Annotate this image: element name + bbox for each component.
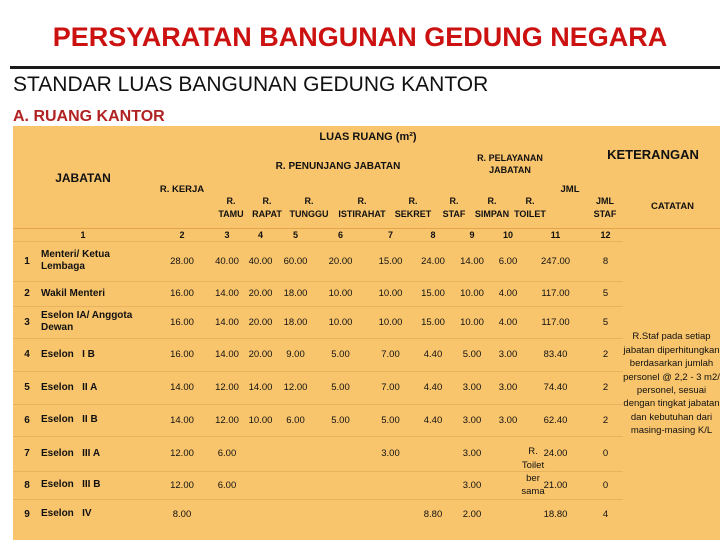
value-cell: 2 [602,349,609,360]
sub-header-text: SIMPAN [474,209,510,220]
jabatan-cell [13,241,153,281]
standards-table [13,126,720,540]
value-cell: 62.40 [543,414,568,426]
value-cell: 12.00 [170,479,194,491]
toilet-note [509,436,557,508]
value-cell: 16.00 [170,316,194,328]
value-cell: 2 [602,382,609,393]
value-cell: 7.00 [381,382,400,393]
value-cell: 7.00 [381,349,400,360]
value-cell: 5.00 [331,382,350,393]
r-penunjang-header: R. PENUNJANG JABATAN [275,161,401,173]
toilet-note-line: R. [528,446,538,458]
value-cell: 5 [602,316,609,328]
value-cell: 3.00 [462,448,482,459]
value-cell: 10.00 [328,316,353,328]
value-cell: 4.40 [423,349,443,360]
value-cell: 18.00 [283,288,308,299]
value-cell: 12.00 [215,414,239,426]
row-number: 4 [24,349,30,360]
jabatan-name: Eselon II B [41,414,98,425]
row-number: 8 [24,479,30,491]
sub-header-text: R. [408,196,418,206]
column-number: 3 [224,230,230,241]
value-cell: 0 [602,448,609,459]
value-cell: 5.00 [331,414,350,426]
column-number: 6 [337,230,343,241]
column-number: 4 [257,230,263,241]
value-cell: 10.00 [460,288,484,299]
jml-staf-line2: STAF [593,209,617,220]
value-cell: 5.00 [331,349,350,360]
sub-header-text: ISTIRAHAT [338,209,386,220]
jabatan-cell [13,404,153,436]
column-number: 5 [292,230,298,241]
page-title: PERSYARATAN BANGUNAN GEDUNG NEGARA [52,22,668,52]
value-cell: 83.40 [543,349,568,360]
value-cell: 247.00 [540,255,571,267]
jabatan-name: Eselon IV [41,508,92,519]
jml-staf-header [586,195,624,221]
value-cell: 3.00 [462,382,482,393]
value-cell: 16.00 [170,288,194,299]
jml-staf-line1: JML [596,196,614,206]
value-cell: 6.00 [498,255,518,267]
value-cell: 15.00 [378,255,403,267]
value-cell: 14.00 [170,382,194,393]
value-cell: 6.00 [217,448,237,459]
jabatan-cell [13,371,153,404]
jabatan-name: Eselon III B [41,479,101,490]
column-number: 7 [387,230,393,241]
section-title: A. RUANG KANTOR [13,108,165,125]
row-number: 6 [24,414,30,426]
row-number: 2 [24,288,30,299]
value-cell: 12.00 [215,382,239,393]
row-number: 7 [24,448,30,459]
value-cell: 21.00 [543,479,568,491]
r-pelayanan-line1: R. PELAYANAN [477,153,543,163]
sub-header-text: R. [525,196,535,206]
value-cell: 10.00 [328,288,353,299]
value-cell: 8.00 [172,508,192,520]
value-cell: 3.00 [462,479,482,491]
value-cell: 9.00 [286,349,305,360]
value-cell: 6.00 [286,414,305,426]
sub-header-text: R. [262,196,272,206]
row-number: 3 [24,316,30,328]
value-cell: 10.00 [378,288,403,299]
value-cell: 3.00 [381,448,400,459]
sub-header-text: TUNGGU [289,209,329,220]
sub-header-simpan [473,195,511,221]
jabatan-cell [13,338,153,371]
value-cell: 4.40 [423,414,443,426]
sub-header-text: R. [304,196,314,206]
row-number: 1 [24,255,30,267]
value-cell: 4.00 [498,316,518,328]
column-number: 9 [469,230,475,241]
jabatan-name: Eselon III A [41,447,101,459]
luas-ruang-header: LUAS RUANG (m²) [319,130,417,143]
jabatan-name: Menteri/ Ketua Lembaga [41,249,113,272]
toilet-note-line: Toilet [521,459,545,471]
catatan-note: R.Staf pada setiap jabatan diperhitungkan berdasarkan jumlah personel @ 2,2 - 3 m2/ personel, sesuai dengan tingkat jabatan dan kebutuhan dari masing-masing K/L [623,331,720,437]
value-cell: 20.00 [328,255,353,267]
toilet-note-line: sama [521,486,545,498]
jabatan-cell [13,306,153,338]
column-number: 12 [600,230,611,241]
column-number: 2 [179,230,185,241]
value-cell: 74.40 [543,382,568,393]
sub-header-tamu [213,195,249,221]
value-cell: 20.00 [248,288,273,299]
column-number: 8 [430,230,436,241]
value-cell: 14.00 [215,316,239,328]
sub-header-staf [435,195,473,221]
jabatan-cell [13,471,153,499]
value-cell: 24.00 [421,255,445,267]
value-cell: 15.00 [421,288,445,299]
value-cell: 2.00 [462,508,482,520]
value-cell: 4 [602,508,609,520]
value-cell: 3.00 [498,382,518,393]
column-number: 1 [80,230,86,241]
r-kerja-header: R. KERJA [159,183,205,195]
value-cell: 117.00 [541,288,570,299]
sub-header-text: R. [357,196,367,206]
value-cell: 3.00 [498,414,518,426]
jabatan-name: Eselon IA/ Anggota Dewan [41,310,136,333]
value-cell: 14.00 [248,382,273,393]
sub-header-sekret [391,195,435,221]
row-number: 5 [24,382,30,393]
jabatan-cell [13,499,153,529]
value-cell: 20.00 [248,349,273,360]
catatan-header: CATATAN [650,200,695,212]
sub-header-rapat [249,195,285,221]
jml-header: JML [560,183,580,195]
sub-header-tunggu [285,195,333,221]
value-cell: 5.00 [462,349,482,360]
title-bar [0,0,720,70]
value-cell: 60.00 [283,255,308,267]
jabatan-cell [13,281,153,306]
sub-header-text: R. [226,196,236,206]
value-cell: 3.00 [462,414,482,426]
jabatan-header: JABATAN [55,171,111,186]
jabatan-name: Eselon I B [41,348,95,360]
sub-header-text: TOILET [514,209,546,220]
jabatan-name: Wakil Menteri [41,287,106,299]
column-number-row [13,228,720,242]
value-cell: 14.00 [460,255,484,267]
value-cell: 28.00 [170,255,194,267]
value-cell: 10.00 [248,414,273,426]
sub-header-text: RAPAT [252,209,282,220]
r-pelayanan-header [465,153,555,176]
value-cell: 6.00 [217,479,237,491]
value-cell: 3.00 [498,349,518,360]
subtitle: STANDAR LUAS BANGUNAN GEDUNG KANTOR [13,73,489,96]
r-pelayanan-line2: JABATAN [489,164,531,175]
value-cell: 10.00 [378,316,403,328]
value-cell: 14.00 [215,288,239,299]
column-number: 11 [550,230,561,241]
value-cell: 16.00 [170,349,194,360]
value-cell: 14.00 [170,414,194,426]
sub-header-text: R. [487,196,497,206]
value-cell: 18.00 [283,316,308,328]
value-cell: 24.00 [543,448,568,459]
value-cell: 14.00 [215,349,239,360]
jabatan-name: Eselon II A [41,381,98,393]
value-cell: 2 [602,414,609,426]
value-cell: 12.00 [170,448,194,459]
sub-header-text: STAF [442,209,466,220]
sub-header-istirahat [333,195,391,221]
toilet-note-line: ber [526,473,540,484]
value-cell: 12.00 [283,382,308,393]
column-number: 10 [502,230,513,241]
value-cell: 18.80 [543,508,568,520]
value-cell: 4.00 [498,288,518,299]
value-cell: 5 [602,288,609,299]
keterangan-header: KETERANGAN [607,146,699,162]
value-cell: 20.00 [248,316,273,328]
sub-header-text: SEKRET [394,209,432,220]
value-cell: 5.00 [381,414,400,426]
sub-header-text: R. [449,196,459,206]
row-number: 9 [24,508,30,520]
value-cell: 8.80 [423,508,443,520]
value-cell: 4.40 [423,382,443,393]
jabatan-cell [13,436,153,471]
value-cell: 40.00 [248,255,273,267]
sub-header-text: TAMU [218,209,244,220]
value-cell: 15.00 [421,316,445,328]
value-cell: 8 [602,255,609,267]
title-divider [10,66,720,69]
value-cell: 117.00 [541,316,570,328]
sub-header-toilet [510,195,550,221]
value-cell: 40.00 [215,255,239,267]
value-cell: 0 [602,479,609,491]
value-cell: 10.00 [460,316,484,328]
